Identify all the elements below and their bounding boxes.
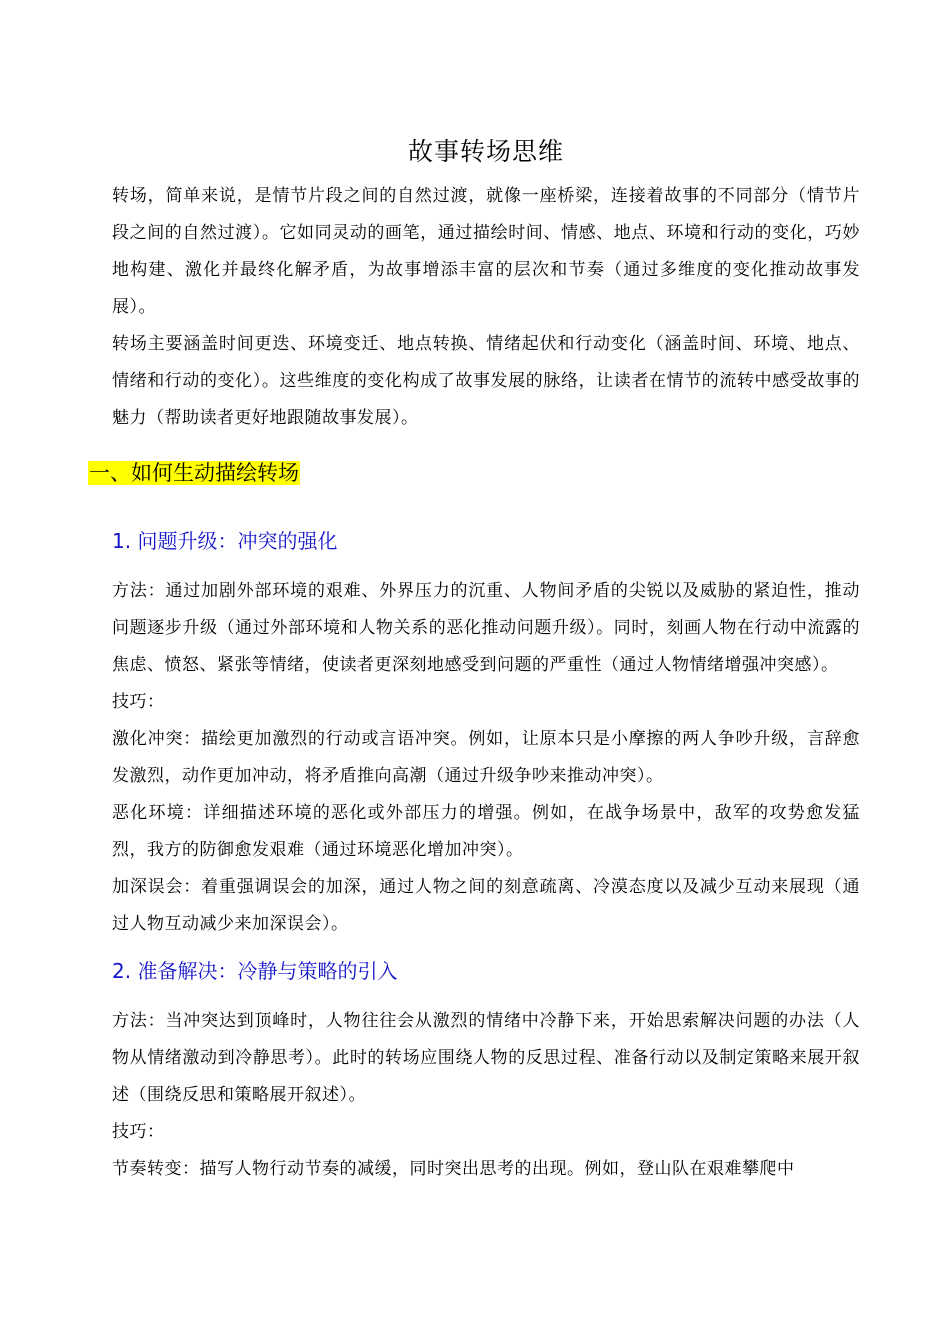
technique-deepen-misunderstanding: 加深误会：着重强调误会的加深，通过人物之间的刻意疏离、冷漠态度以及减少互动来展现（通过人物互动减少来加深误会）。: [112, 877, 860, 934]
techniques-label-2: 技巧：: [112, 1122, 165, 1142]
document-page: [89, 132, 860, 1188]
technique-intensify-conflict: 激化冲突：描绘更加激烈的行动或言语冲突。例如，让原本只是小摩擦的两人争吵升级，言辞愈发激烈，动作更加冲动，将矛盾推向高潮（通过升级争吵来推动冲突）。: [112, 729, 860, 786]
technique-rhythm-change: 节奏转变：描写人物行动节奏的减缓，同时突出思考的出现。例如，登山队在艰难攀爬中: [112, 1159, 795, 1179]
techniques-label: 技巧：: [112, 692, 165, 712]
section-heading-1: [88, 451, 860, 495]
technique-worsen-environment: 恶化环境：详细描述环境的恶化或外部压力的增强。例如，在战争场景中，敌军的攻势愈发猛烈，我方的防御愈发艰难（通过环境恶化增加冲突）。: [112, 803, 860, 860]
subsection-heading-1: 1. 问题升级：冲突的强化: [112, 529, 338, 553]
intro-paragraph-2: 转场主要涵盖时间更迭、环境变迁、地点转换、情绪起伏和行动变化（涵盖时间、环境、地点、情绪和行动的变化）。这些维度的变化构成了故事发展的脉络，让读者在情节的流转中感受故事的魅力（帮助读者更好地跟随故事发展）。: [112, 334, 860, 428]
method-paragraph: 方法：通过加剧外部环境的艰难、外界压力的沉重、人物间矛盾的尖锐以及威胁的紧迫性，推动问题逐步升级（通过外部环境和人物关系的恶化推动问题升级）。同时，刻画人物在行动中流露的焦虑、愤怒、紧张等情绪，使读者更深刻地感受到问题的严重性（通过人物情绪增强冲突感）。: [112, 581, 860, 675]
subsection-heading-2: 2. 准备解决：冷静与策略的引入: [112, 959, 398, 983]
intro-paragraph-1: 转场，简单来说，是情节片段之间的自然过渡，就像一座桥梁，连接着故事的不同部分（情节片段之间的自然过渡）。它如同灵动的画笔，通过描绘时间、情感、地点、环境和行动的变化，巧妙地构建、激化并最终化解矛盾，为故事增添丰富的层次和节奏（通过多维度的变化推动故事发展）。: [112, 186, 860, 317]
document-title: 故事转场思维: [407, 137, 564, 166]
highlighted-heading-text: 一、如何生动描绘转场: [89, 461, 299, 485]
method-paragraph-2: 方法：当冲突达到顶峰时，人物往往会从激烈的情绪中冷静下来，开始思索解决问题的办法（人物从情绪激动到冷静思考）。此时的转场应围绕人物的反思过程、准备行动以及制定策略来展开叙述（围绕反思和策略展开叙述）。: [112, 1011, 860, 1105]
